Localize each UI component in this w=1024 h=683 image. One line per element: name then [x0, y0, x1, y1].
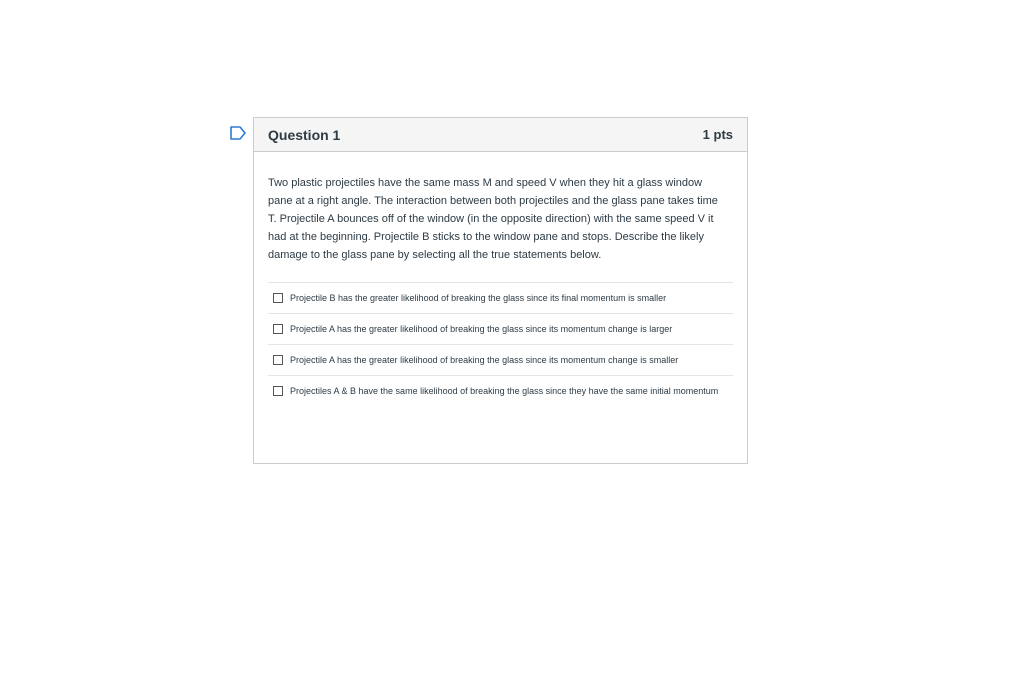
question-card [253, 117, 748, 464]
answer-list [268, 282, 733, 406]
answer-label[interactable]: Projectile A has the greater likelihood of breaking the glass since its momentum change is smaller [290, 355, 679, 365]
answer-option-2[interactable] [268, 314, 733, 345]
answer-option-1[interactable] [268, 283, 733, 314]
answer-checkbox[interactable] [273, 386, 283, 396]
answer-option-4[interactable] [268, 376, 733, 406]
question-text: Two plastic projectiles have the same mass M and speed V when they hit a glass window pane at a right angle. The interaction between both projectiles and the glass pane takes time T. Projectile A bounces off of the window (in the opposite direction) with the same speed V it had at the beginning. Projectile B sticks to the window pane and stops. Describe the likely damage to the glass pane by selecting all the true statements below. [268, 177, 718, 261]
question-points: 1 pts [702, 127, 733, 142]
question-header [254, 118, 747, 152]
question-title: Question 1 [268, 126, 341, 143]
answer-checkbox[interactable] [273, 355, 283, 365]
answer-label[interactable]: Projectiles A & B have the same likelihood of breaking the glass since they have the same initial momentum [290, 386, 719, 396]
flag-question-icon[interactable] [230, 126, 246, 140]
answer-option-3[interactable] [268, 345, 733, 376]
answer-label[interactable]: Projectile B has the greater likelihood of breaking the glass since its final momentum is smaller [290, 293, 667, 303]
answer-checkbox[interactable] [273, 324, 283, 334]
question-body [254, 152, 747, 406]
answer-checkbox[interactable] [273, 293, 283, 303]
answer-label[interactable]: Projectile A has the greater likelihood of breaking the glass since its momentum change is larger [290, 324, 673, 334]
